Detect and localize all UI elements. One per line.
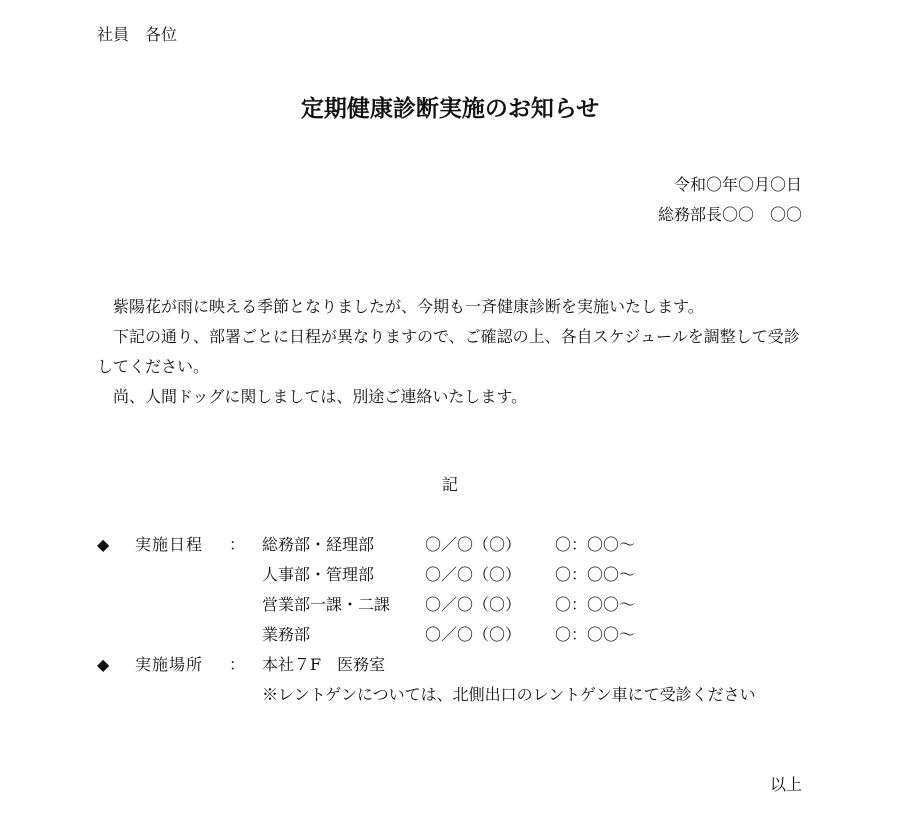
department: 人事部・管理部 (262, 565, 375, 584)
exam-time: 〇：〇〇～ (555, 535, 636, 554)
exam-time: 〇：〇〇～ (555, 625, 636, 644)
location-label: 実施場所 (135, 655, 204, 674)
body-text (97, 292, 807, 412)
schedule-row-2 (97, 565, 817, 595)
details-list (97, 535, 817, 715)
document-title: 定期健康診断実施のお知らせ (300, 95, 600, 122)
body-paragraph-2: 下記の通り、部署ごとに日程が異なりますので、ご確認の上、各自スケジュールを調整して受診してください。 (97, 327, 800, 376)
schedule-row-1 (97, 535, 817, 565)
location-place: 本社７F 医務室 (262, 655, 386, 674)
issue-date: 令和〇年〇月〇日 (673, 175, 802, 194)
location-note: ※レントゲンについては、北側出口のレントゲン車にて受診ください (262, 685, 756, 704)
department: 業務部 (262, 625, 311, 644)
schedule-row-3 (97, 595, 817, 625)
department: 営業部一課・二課 (262, 595, 391, 614)
body-paragraph-3: 尚、人間ドッグに関しましては、別途ご連絡いたします。 (113, 387, 528, 406)
exam-time: 〇：〇〇～ (555, 595, 636, 614)
exam-date: 〇／〇（〇） (425, 625, 522, 644)
exam-time: 〇：〇〇～ (555, 565, 636, 584)
schedule-row-4 (97, 625, 817, 655)
colon: ： (229, 655, 246, 674)
exam-date: 〇／〇（〇） (425, 535, 522, 554)
recipient: 社員 各位 (97, 25, 178, 44)
location-note-row (97, 685, 817, 715)
diamond-bullet-icon: ◆ (97, 655, 110, 674)
colon: ： (229, 535, 246, 554)
exam-date: 〇／〇（〇） (425, 595, 522, 614)
sender: 総務部長〇〇 〇〇 (657, 205, 802, 224)
closing: 以上 (769, 775, 802, 794)
diamond-bullet-icon: ◆ (97, 535, 110, 554)
location-row (97, 655, 817, 685)
exam-date: 〇／〇（〇） (425, 565, 522, 584)
schedule-label: 実施日程 (135, 535, 204, 554)
department: 総務部・経理部 (262, 535, 375, 554)
body-paragraph-1: 紫陽花が雨に映える季節となりましたが、今期も一斉健康診断を実施いたします。 (113, 297, 704, 316)
ki-heading: 記 (441, 475, 458, 494)
